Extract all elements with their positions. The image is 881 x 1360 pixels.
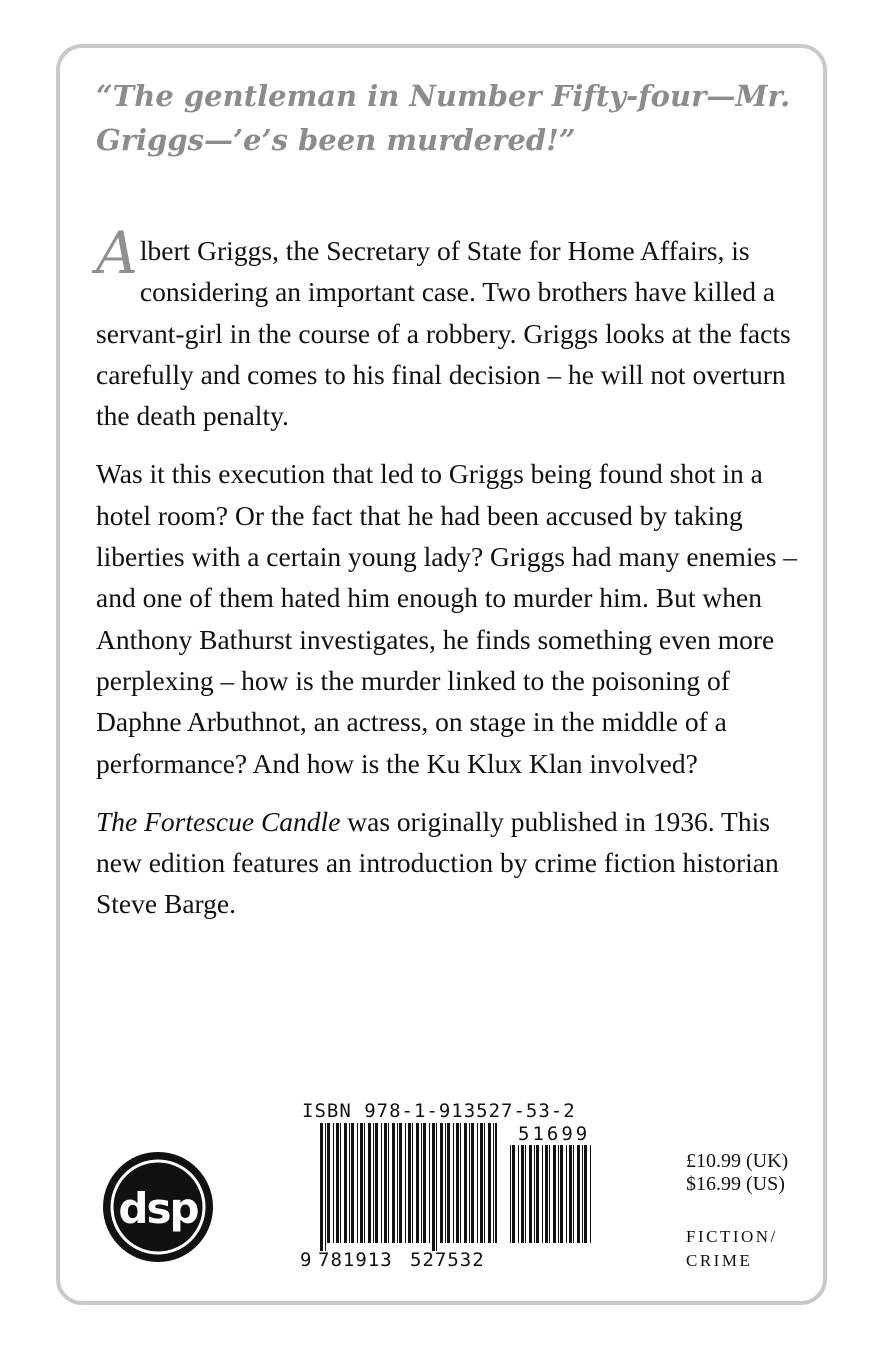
- barcode-bar: [488, 1123, 491, 1243]
- barcode-bar: [421, 1123, 422, 1243]
- barcode-digits-right: 527532: [410, 1249, 485, 1271]
- barcode-bar: [566, 1145, 567, 1243]
- barcode-bar: [336, 1123, 339, 1243]
- barcode-bar: [456, 1123, 459, 1243]
- barcode-bar: [436, 1123, 437, 1251]
- barcode-bar: [590, 1145, 591, 1243]
- barcode-bar: [584, 1145, 587, 1243]
- barcode-bar: [397, 1123, 398, 1243]
- barcode-bar: [408, 1123, 411, 1243]
- barcode-bar: [577, 1145, 580, 1243]
- publisher-logo-text: dsp: [118, 1184, 198, 1233]
- barcode-bar: [536, 1145, 539, 1243]
- pull-quote: “The gentleman in Number Fifty-four—Mr. Griggs—’e’s been murdered!”: [96, 79, 791, 157]
- barcode-bar: [484, 1123, 485, 1243]
- barcode: [300, 1121, 600, 1271]
- barcode-bar: [521, 1145, 524, 1243]
- barcode-bar: [512, 1145, 515, 1243]
- barcode-bar: [553, 1145, 556, 1243]
- barcode-bar: [333, 1123, 334, 1243]
- barcode-bar: [375, 1123, 378, 1243]
- category-line-2: CRIME: [686, 1251, 753, 1270]
- barcode-main-bars: [320, 1123, 497, 1251]
- barcode-bar: [405, 1123, 406, 1243]
- barcode-addon-digits: 51699: [518, 1123, 591, 1145]
- barcode-bar: [325, 1123, 326, 1251]
- barcode-bar: [477, 1123, 478, 1243]
- barcode-bar: [534, 1145, 535, 1243]
- barcode-bar: [351, 1123, 354, 1243]
- price-us: $16.99 (US): [686, 1173, 785, 1195]
- blurb-paragraph-3-text: was originally published in 1936. This new edition features an introduction by crime fiction historian Steve Barge.: [96, 805, 779, 920]
- barcode-first-digit: 9: [300, 1249, 312, 1271]
- barcode-digits-left: 781913: [318, 1249, 393, 1271]
- barcode-bar: [560, 1145, 563, 1243]
- barcode-bar: [423, 1123, 426, 1243]
- barcode-bar: [480, 1123, 483, 1243]
- publisher-logo: [102, 1151, 214, 1263]
- barcode-bar: [453, 1123, 454, 1243]
- barcode-bar: [327, 1123, 330, 1243]
- barcode-bar: [440, 1123, 443, 1243]
- blurb-paragraph-1: [96, 219, 798, 436]
- barcode-bar: [582, 1145, 583, 1243]
- isbn-label: ISBN 978-1-913527-53-2: [302, 1100, 576, 1122]
- barcode-bar: [447, 1123, 450, 1243]
- barcode-bar: [445, 1123, 446, 1243]
- category-block: [686, 1225, 778, 1273]
- barcode-bar: [573, 1145, 574, 1243]
- barcode-bar: [471, 1123, 474, 1243]
- barcode-bar: [349, 1123, 350, 1243]
- barcode-bar: [368, 1123, 371, 1243]
- barcode-bar: [542, 1145, 543, 1243]
- barcode-bar: [320, 1123, 323, 1251]
- barcode-bar: [373, 1123, 374, 1243]
- barcode-bar: [364, 1123, 365, 1243]
- barcode-bar: [464, 1123, 467, 1243]
- barcode-bar: [432, 1123, 435, 1251]
- blurb-paragraph-3: [96, 801, 798, 925]
- book-title: The Fortescue Candle: [96, 805, 341, 837]
- barcode-bar: [529, 1145, 532, 1243]
- blurb: [96, 219, 798, 942]
- barcode-bar: [412, 1123, 413, 1243]
- drop-cap: A: [96, 219, 138, 287]
- barcode-bar: [360, 1123, 363, 1243]
- category-line-1: FICTION/: [686, 1227, 778, 1246]
- barcode-bar: [388, 1123, 389, 1243]
- barcode-bar: [399, 1123, 402, 1243]
- barcode-bar: [469, 1123, 470, 1243]
- barcode-bar: [545, 1145, 548, 1243]
- barcode-bar: [495, 1123, 497, 1243]
- barcode-bar: [518, 1145, 519, 1243]
- barcode-bar: [549, 1145, 550, 1243]
- blurb-paragraph-2: Was it this execution that led to Griggs being found shot in a hotel room? Or the fact that he had been accused by taking liberties with a certain young lady? Griggs had many enemies – and one of them hated him enough to murder him. But when Anthony Bathurst investigates, he finds something even more perplexing – how is the murder linked to the poisoning of Daphne Arbuthnot, an actress, on stage in the middle of a performance? And how is the Ku Klux Klan involved?: [96, 458, 798, 779]
- barcode-bar: [429, 1123, 430, 1243]
- barcode-bar: [381, 1123, 382, 1243]
- blurb-paragraph-1-text: lbert Griggs, the Secretary of State for Home Affairs, is considering an important case. Two brothers have killed a servant-girl in the course of a robbery. Griggs looks at the facts carefully and comes to his final decision – he will not overturn the death penalty.: [96, 235, 791, 432]
- barcode-bar: [460, 1123, 461, 1243]
- barcode-bar: [340, 1123, 341, 1243]
- barcode-bar: [569, 1145, 572, 1243]
- barcode-bar: [357, 1123, 358, 1243]
- barcode-addon-bars: [510, 1145, 591, 1243]
- barcode-bar: [525, 1145, 526, 1243]
- price-uk: £10.99 (UK): [686, 1150, 789, 1172]
- barcode-bar: [416, 1123, 419, 1243]
- barcode-bar: [558, 1145, 559, 1243]
- barcode-bar: [493, 1123, 494, 1243]
- barcode-bar: [510, 1145, 511, 1243]
- barcode-bar: [392, 1123, 395, 1243]
- price-block: [686, 1150, 788, 1196]
- barcode-bar: [384, 1123, 387, 1243]
- barcode-bar: [344, 1123, 347, 1243]
